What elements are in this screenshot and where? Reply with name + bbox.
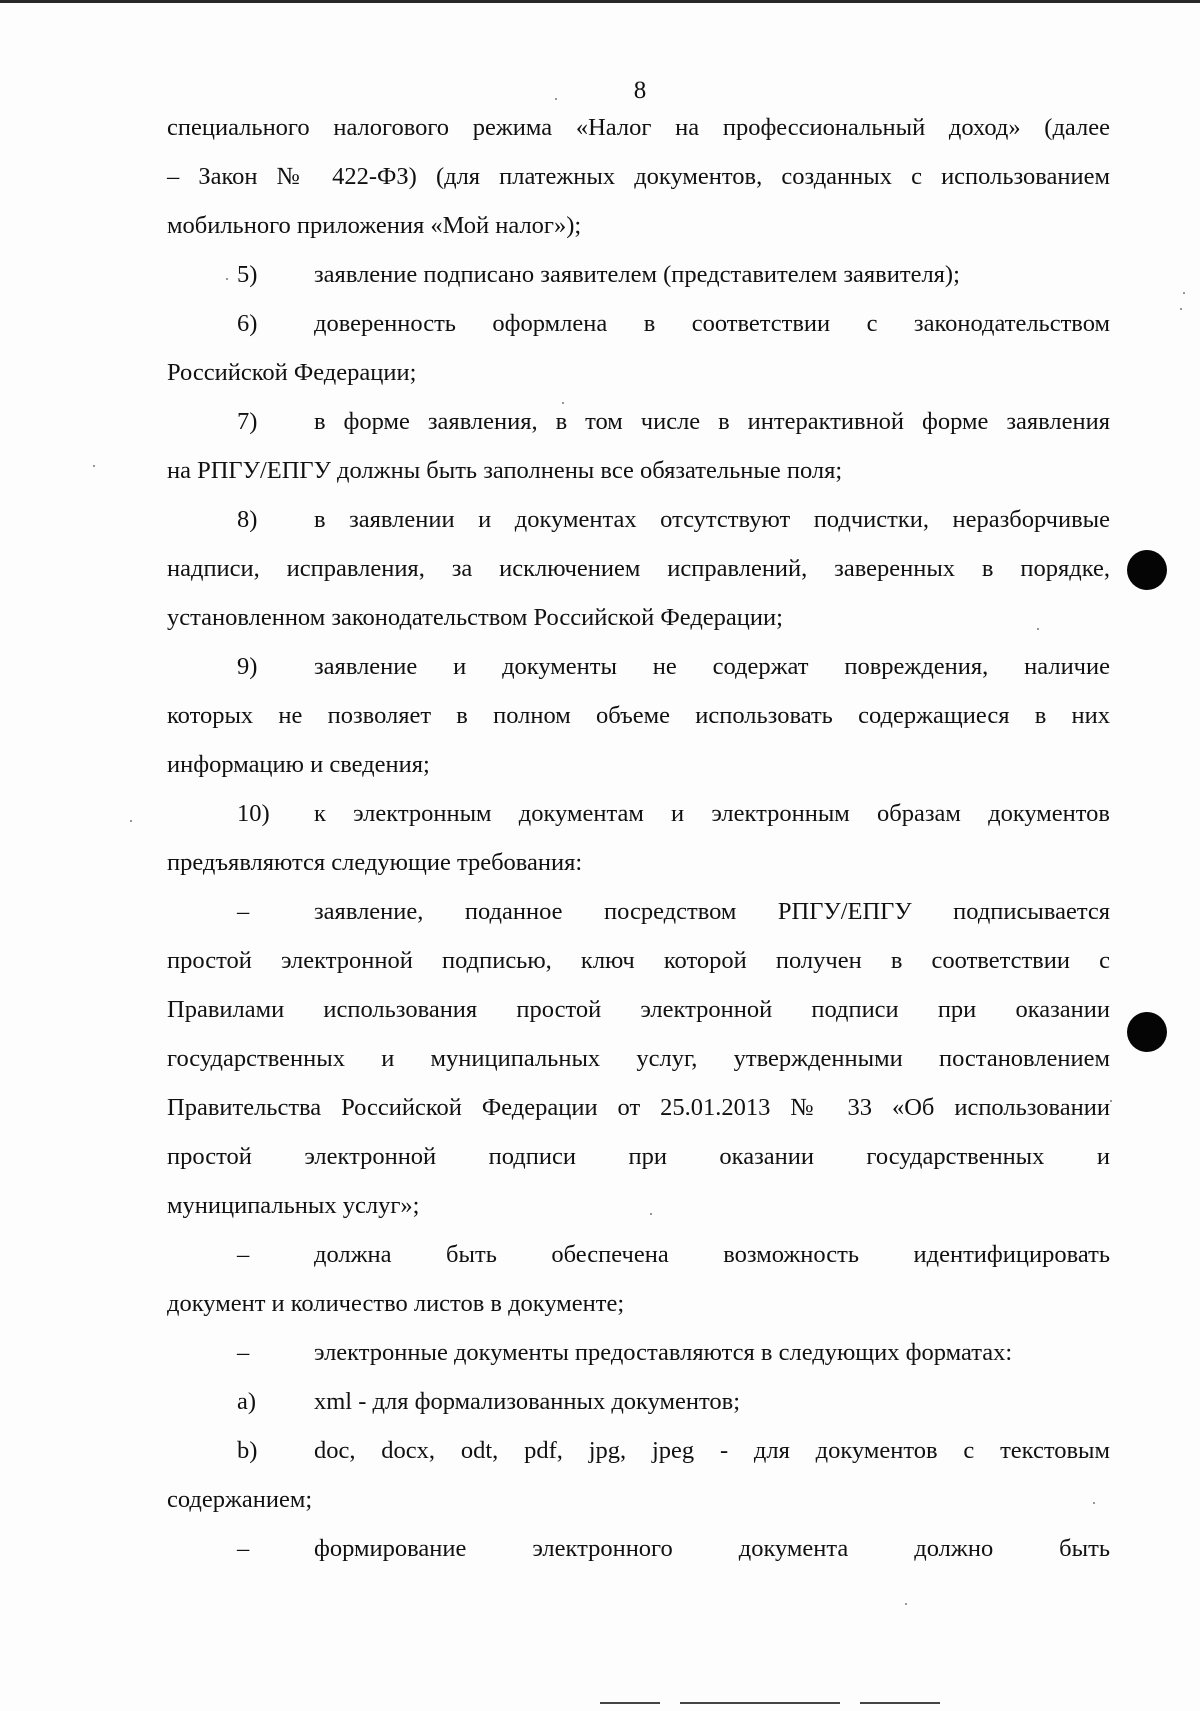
list-marker: 7): [237, 408, 258, 435]
text-line: установленном законодательством Российской Федерации;: [167, 604, 783, 631]
text-line: заявление и документы не содержат повреждения, наличие: [314, 653, 1110, 680]
top-edge-rule: [0, 0, 1200, 3]
text-line: в форме заявления, в том числе в интерактивной форме заявления: [314, 408, 1110, 435]
text-line: к электронным документам и электронным образам документов: [314, 800, 1110, 827]
text-line: заявление, поданное посредством РПГУ/ЕПГУ подписывается: [314, 898, 1110, 925]
text-line: простой электронной подписи при оказании государственных и: [167, 1143, 1110, 1170]
text-line: предъявляются следующие требования:: [167, 849, 583, 876]
list-marker: b): [237, 1437, 258, 1464]
scan-speck: [1037, 628, 1039, 630]
scan-speck: [226, 278, 228, 280]
list-marker: 6): [237, 310, 258, 337]
list-marker: 5): [237, 261, 258, 288]
punch-hole: [1127, 1012, 1167, 1052]
scan-speck: [1180, 308, 1182, 310]
text-line: надписи, исправления, за исключением исправлений, заверенных в порядке,: [167, 555, 1110, 582]
scan-artifact-line: [860, 1702, 940, 1704]
scan-speck: [1110, 1100, 1112, 1102]
text-line: государственных и муниципальных услуг, утвержденными постановлением: [167, 1045, 1110, 1072]
scan-artifact-line: [600, 1702, 660, 1704]
list-marker: 10): [237, 800, 270, 827]
scan-speck: [130, 820, 132, 822]
text-line: доверенность оформлена в соответствии с законодательством: [314, 310, 1110, 337]
scan-speck: [1183, 292, 1185, 294]
text-line: специального налогового режима «Налог на профессиональный доход» (далее: [167, 114, 1110, 141]
text-line: – Закон № 422-ФЗ) (для платежных документов, созданных с использованием: [167, 163, 1110, 190]
scan-speck: [562, 402, 564, 404]
text-line: должна быть обеспечена возможность идентифицировать: [314, 1241, 1110, 1268]
list-marker: а): [237, 1388, 257, 1415]
text-line: Правилами использования простой электронной подписи при оказании: [167, 996, 1110, 1023]
text-line: муниципальных услуг»;: [167, 1192, 420, 1219]
list-dash: –: [237, 1339, 250, 1366]
text-line: Российской Федерации;: [167, 359, 417, 386]
scan-artifact-line: [680, 1702, 840, 1704]
scan-speck: [650, 1213, 652, 1215]
text-line: xml - для формализованных документов;: [314, 1388, 741, 1415]
list-marker: 9): [237, 653, 258, 680]
scan-speck: [555, 98, 557, 100]
text-line: Правительства Российской Федерации от 25.01.2013 № 33 «Об использовании: [167, 1094, 1110, 1121]
punch-hole: [1127, 550, 1167, 590]
text-line: doc, docx, odt, pdf, jpg, jpeg - для документов с текстовым: [314, 1437, 1110, 1464]
text-line: документ и количество листов в документе;: [167, 1290, 625, 1317]
text-line: на РПГУ/ЕПГУ должны быть заполнены все обязательные поля;: [167, 457, 843, 484]
scan-speck: [905, 1603, 907, 1605]
text-line: которых не позволяет в полном объеме использовать содержащиеся в них: [167, 702, 1110, 729]
list-dash: –: [237, 1535, 250, 1562]
text-line: мобильного приложения «Мой налог»);: [167, 212, 582, 239]
list-marker: 8): [237, 506, 258, 533]
list-dash: –: [237, 898, 250, 925]
text-line: электронные документы предоставляются в следующих форматах:: [314, 1339, 1013, 1366]
text-line: формирование электронного документа должно быть: [314, 1535, 1110, 1562]
text-line: содержанием;: [167, 1486, 313, 1513]
text-line: в заявлении и документах отсутствуют подчистки, неразборчивые: [314, 506, 1110, 533]
page-number: 8: [633, 77, 647, 104]
text-line: заявление подписано заявителем (представителем заявителя);: [314, 261, 960, 288]
list-dash: –: [237, 1241, 250, 1268]
text-line: информацию и сведения;: [167, 751, 430, 778]
text-line: простой электронной подписью, ключ которой получен в соответствии с: [167, 947, 1110, 974]
scan-speck: [93, 465, 95, 467]
scan-speck: [1093, 1502, 1095, 1504]
